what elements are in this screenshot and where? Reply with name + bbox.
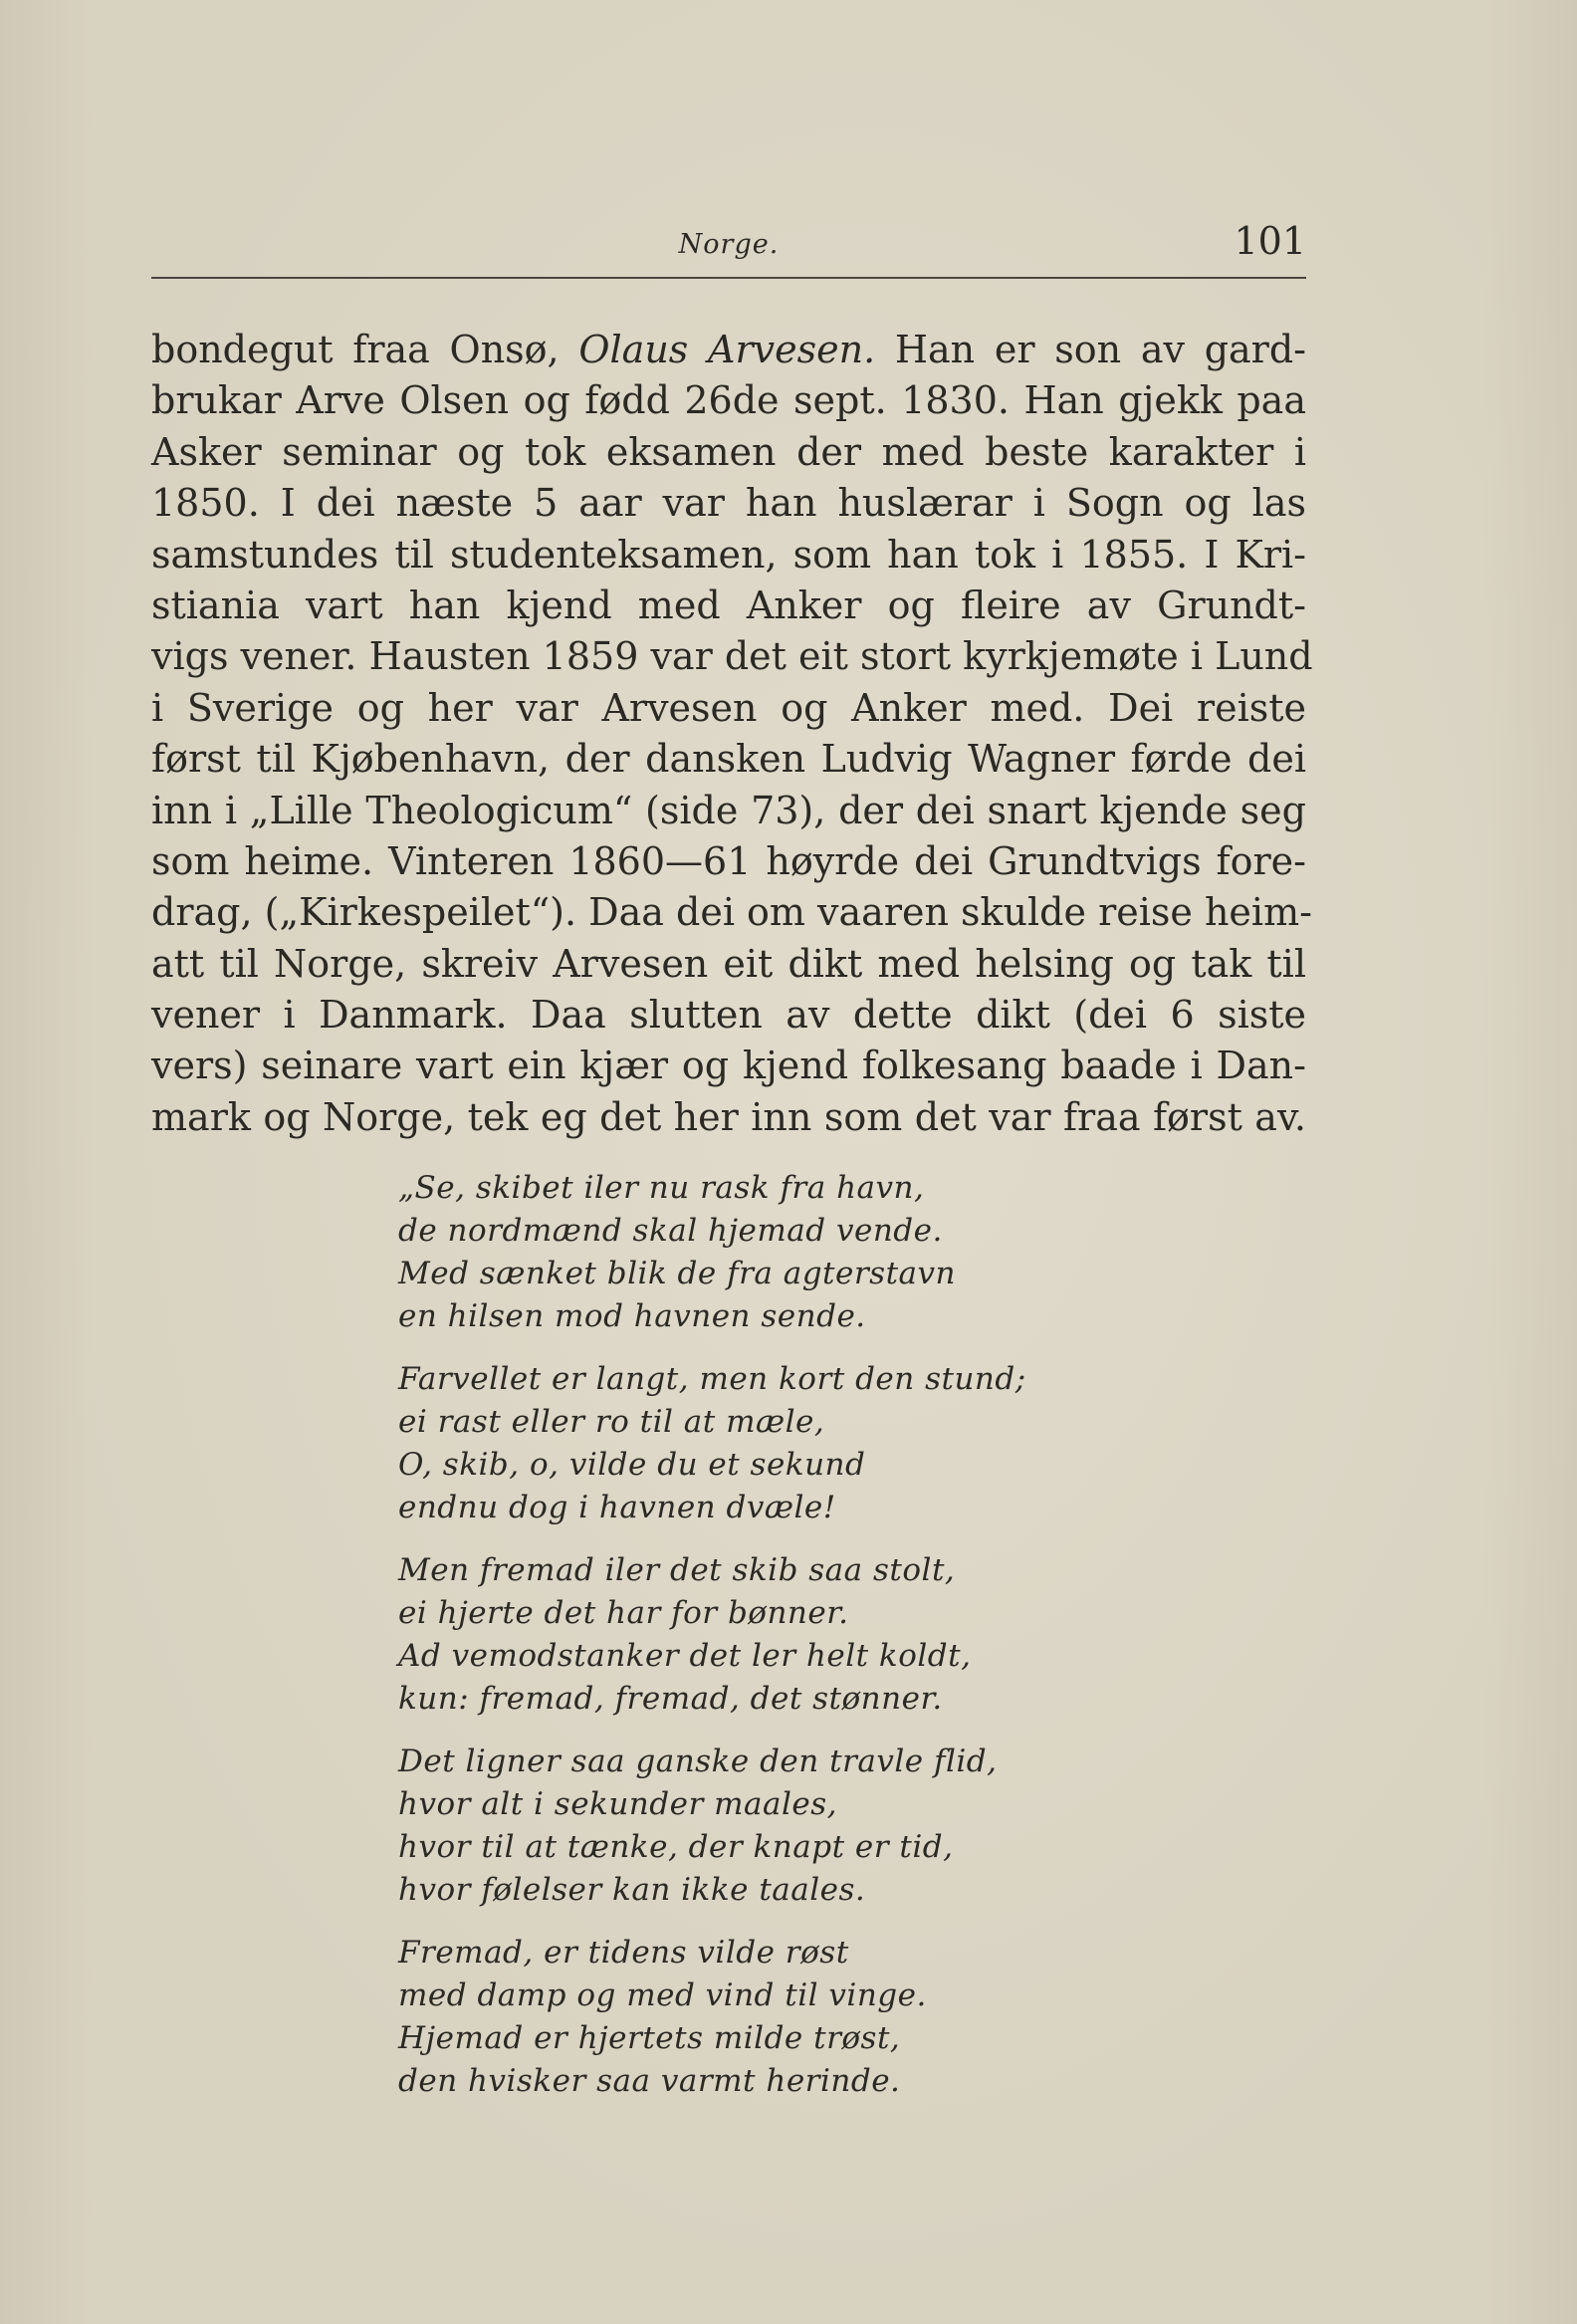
page-number: 101: [1234, 219, 1306, 263]
text-line: vener i Danmark. Daa slutten av dette dikt (dei 6 siste: [151, 993, 1306, 1038]
poem-verse: hvor følelser kan ikke taales.: [398, 1872, 866, 1908]
poem-verse: de nordmænd skal hjemad vende.: [398, 1213, 943, 1249]
text-line: [151, 325, 1306, 375]
text-line: som heime. Vinteren 1860—61 høyrde dei Grundtvigs fore-: [151, 838, 1306, 883]
text-line: Asker seminar og tok eksamen der med beste karakter i: [151, 429, 1306, 474]
poem-stanza: [398, 1741, 1155, 1912]
poem-verse: hvor alt i sekunder maales,: [398, 1786, 838, 1822]
text-line: att til Norge, skreiv Arvesen eit dikt med helsing og tak til: [151, 941, 1306, 986]
text-line: inn i „Lille Theologicum“ (side 73), der dei snart kjende seg: [151, 788, 1306, 832]
poem-verse: O, skib, o, vilde du et sekund: [398, 1447, 866, 1483]
poem-verse: hvor til at tænke, der knapt er tid,: [398, 1829, 954, 1865]
poem-verse: Men fremad iler det skib saa stolt,: [398, 1552, 956, 1588]
text-line: drag, („Kirkespeilet“). Daa dei om vaaren skulde reise heim-: [151, 890, 1312, 935]
poem-verse: endnu dog i havnen dvæle!: [398, 1490, 836, 1525]
poem-verse: Det ligner saa ganske den travle flid,: [398, 1743, 998, 1779]
text-line: brukar Arve Olsen og fødd 26de sept. 1830. Han gjekk paa: [151, 378, 1306, 423]
text-line: først til Kjøbenhavn, der dansken Ludvig Wagner førde dei: [151, 737, 1306, 782]
poem-verse: Med sænket blik de fra agterstavn: [398, 1256, 956, 1291]
poem-stanza: [398, 1167, 1155, 1338]
text-line: vigs vener. Hausten 1859 var det eit stort kyrkjemøte i Lund: [151, 634, 1313, 679]
poem-stanza: [398, 1932, 1155, 2103]
body-paragraph: [151, 325, 1313, 1143]
text-line: 1850. I dei næste 5 aar var han huslærar i Sogn og las: [151, 481, 1306, 526]
poem-stanza: [398, 1549, 1155, 1721]
poem-verse: en hilsen mod havnen sende.: [398, 1298, 866, 1334]
poem-verse: kun: fremad, fremad, det stønner.: [398, 1681, 943, 1717]
text-line: mark og Norge, tek eg det her inn som det var fraa først av.: [151, 1094, 1306, 1139]
text-run: bondegut fraa Onsø,: [151, 328, 579, 371]
text-line: vers) seinare vart ein kjær og kjend folkesang baade i Dan-: [151, 1044, 1306, 1088]
text-line: samstundes til studenteksamen, som han tok i 1855. I Kri-: [151, 532, 1306, 577]
page-header: [151, 215, 1306, 275]
poem-verse: „Se, skibet iler nu rask fra havn,: [398, 1170, 925, 1206]
poem: [398, 1167, 1155, 2123]
running-head: Norge.: [678, 229, 780, 260]
poem-verse: Farvellet er langt, men kort den stund;: [398, 1361, 1026, 1397]
text-run: Han er son av gard-: [875, 328, 1307, 371]
poem-verse: ei hjerte det har for bønner.: [398, 1595, 849, 1631]
person-name: Olaus Arvesen.: [578, 328, 876, 371]
poem-verse: Hjemad er hjertets milde trøst,: [398, 2020, 901, 2056]
poem-verse: Ad vemodstanker det ler helt koldt,: [398, 1638, 972, 1674]
header-rule: [151, 277, 1306, 279]
text-line: stiania vart han kjend med Anker og fleire av Grundt-: [151, 582, 1306, 627]
text-line: i Sverige og her var Arvesen og Anker med. Dei reiste: [151, 685, 1306, 730]
poem-verse: ei rast eller ro til at mæle,: [398, 1404, 825, 1440]
poem-verse: Fremad, er tidens vilde røst: [398, 1935, 849, 1971]
poem-verse: den hvisker saa varmt herinde.: [398, 2063, 901, 2099]
poem-verse: med damp og med vind til vinge.: [398, 1977, 927, 2013]
poem-stanza: [398, 1358, 1155, 1529]
